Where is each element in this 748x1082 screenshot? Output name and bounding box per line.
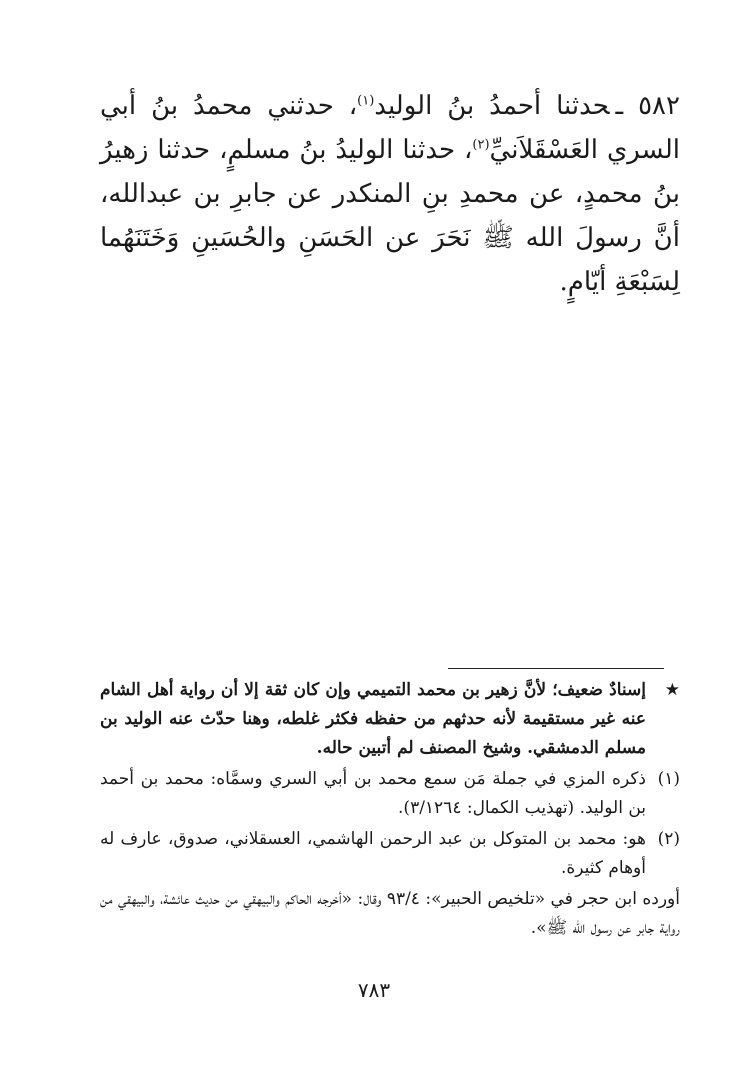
footnote-star-marker: ★ [664, 680, 680, 700]
footnote-star [100, 676, 680, 763]
footnote-2-text: هو: محمد بن المتوكل بن عبد الرحمن الهاشمي، العسقلاني، صدوق، عارف له أوهام كثيرة. [100, 829, 646, 878]
footnote-1-marker: (١) [657, 769, 680, 789]
source-note: أورده ابن حجر في «تلخيص الحبير»: ٩٣/٤ وقال: «أخرجه الحاكم والبيهقي من حديث عائشة، والبيهقي من رواية جابر عن رسول الله ﷺ». [100, 889, 680, 938]
hadith-number: ٥٨٢ ـ [615, 91, 680, 121]
footnotes [100, 676, 680, 943]
footnote-2 [100, 825, 680, 883]
footnote-ref-2: (٢) [472, 137, 490, 153]
footnote-divider [448, 668, 664, 669]
hadith-text [100, 84, 680, 304]
hadith-part-1: حدثنا أحمدُ بنُ الوليد [374, 91, 610, 121]
footnote-ref-1: (١) [357, 93, 375, 109]
hadith-part-2: ، حدثني محمدُ بنُ أبي السري العَسْقَلاَنيِّ [100, 91, 680, 165]
footnote-star-text: إسنادٌ ضعيف؛ لأنَّ زهير بن محمد التميمي وإن كان ثقة إلا أن رواية أهل الشام عنه غير مستقيمة لأنه حدثهم من حفظه فكثر غلطه، وهنا حدّث عنه الوليد بن مسلم الدمشقي. وشيخ المصنف لم أتبين حاله. [100, 680, 646, 758]
page-number: ٧٨٣ [357, 978, 391, 1002]
footnote-1-text: ذكره المزي في جملة مَن سمع محمد بن أبي السري وسمَّاه: محمد بن أحمد بن الوليد. (تهذيب الكمال: ٣/١٢٦٤). [100, 769, 646, 818]
hadith-part-3: ، حدثنا الوليدُ بنُ مسلمٍ، حدثنا زهيرُ بنُ محمدٍ، عن محمدِ بنِ المنكدر عن جابرِ بن عبدالله، أنَّ رسولَ الله ﷺ نَحَرَ عن الحَسَنِ والحُسَينِ وَخَتَنَهُما لِسَبْعَةِ أيّامٍ. [100, 135, 680, 297]
footnote-1 [100, 765, 680, 823]
footnote-2-marker: (٢) [657, 829, 680, 849]
